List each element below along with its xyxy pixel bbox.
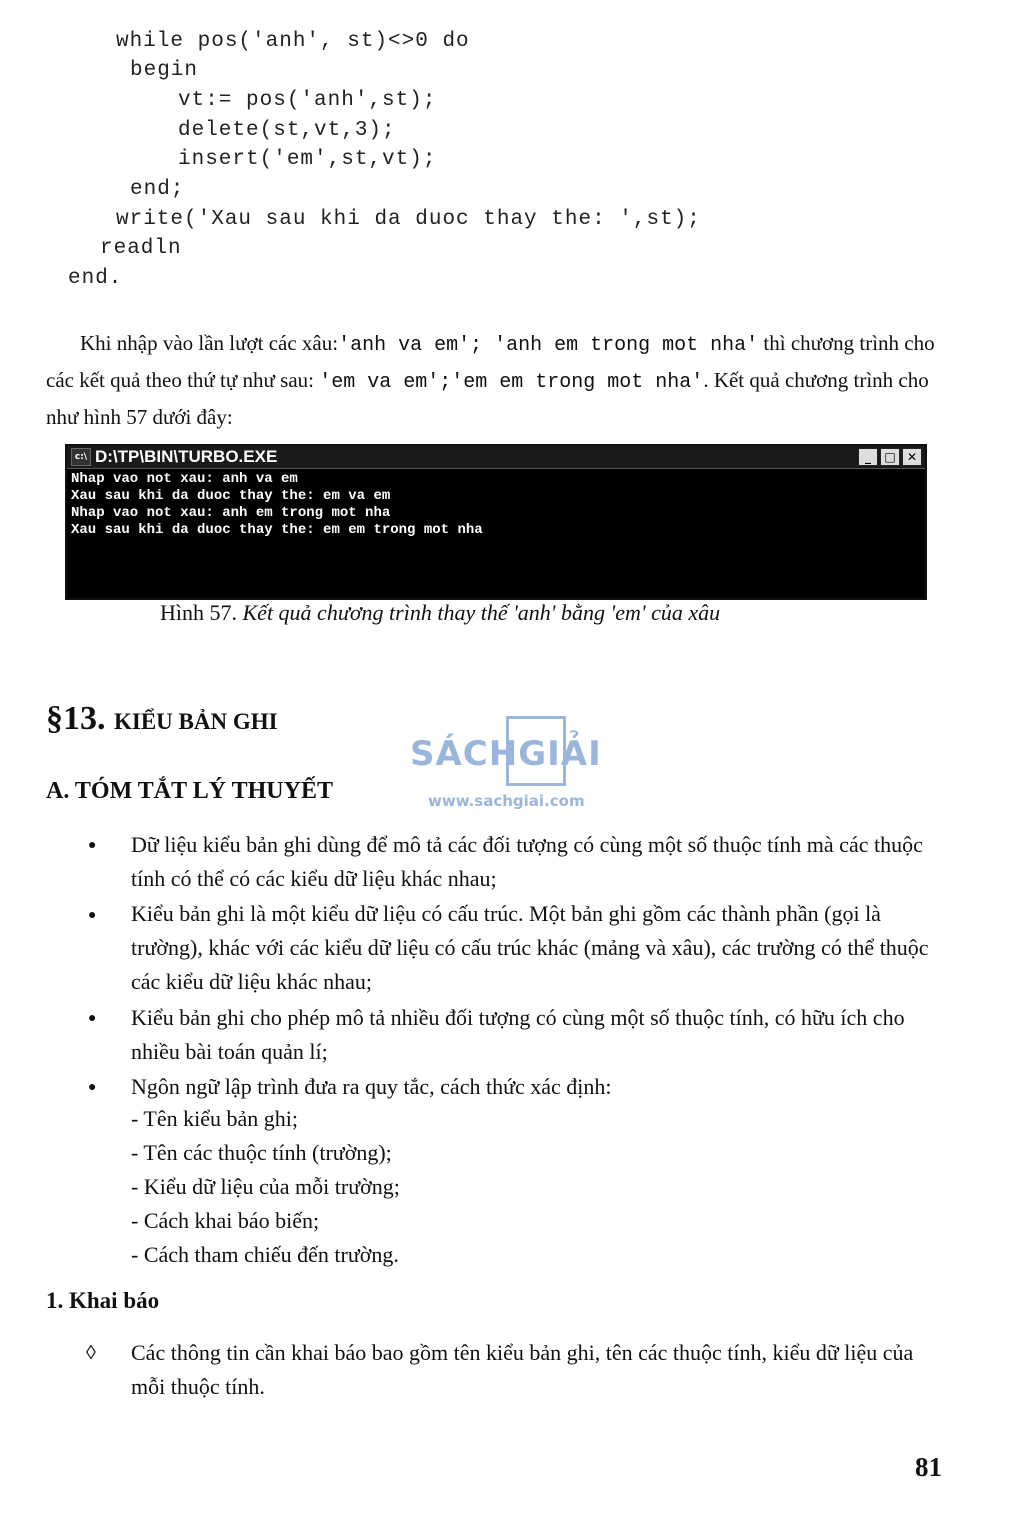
section-title: KIỂU BẢN GHI (114, 709, 278, 734)
console-titlebar (67, 446, 925, 469)
console-output (67, 469, 925, 541)
bullet-dot-icon: ● (88, 1080, 97, 1095)
input-strings: 'anh va em'; 'anh em trong mot nha' (338, 334, 759, 357)
bullet-dot-icon: ● (88, 838, 97, 853)
sub-item: - Cách khai báo biến; (131, 1208, 320, 1233)
console-title: D:\TP\BIN\TURBO.EXE (95, 447, 278, 466)
code-line: end. (68, 267, 123, 290)
sub-item: - Cách tham chiếu đến trường. (131, 1242, 399, 1267)
code-line: write('Xau sau khi da duoc thay the: ',st); (116, 208, 701, 231)
sub-item: - Tên các thuộc tính (trường); (131, 1140, 392, 1165)
section-heading (46, 700, 278, 738)
console-line: Xau sau khi da duoc thay the: em em trong mot nha (71, 522, 483, 538)
code-line: begin (130, 59, 199, 82)
intro-paragraph (46, 326, 946, 434)
code-line: while pos('anh', st)<>0 do (116, 30, 470, 53)
minimize-icon[interactable]: _ (858, 448, 878, 466)
maximize-icon[interactable]: □ (880, 448, 900, 466)
console-line: Xau sau khi da duoc thay the: em va em (71, 488, 391, 504)
section-number: §13. (46, 700, 106, 737)
output-strings: 'em va em';'em em trong mot nha' (319, 371, 704, 394)
subsection-heading: 1. Khai báo (46, 1288, 160, 1313)
code-line: end; (130, 178, 185, 201)
sub-item: - Kiểu dữ liệu của mỗi trường; (131, 1174, 400, 1199)
code-line: vt:= pos('anh',st); (178, 89, 437, 112)
console-line: Nhap vao not xau: anh va em (71, 471, 298, 487)
diamond-bullet-icon: ◊ (86, 1342, 96, 1364)
code-line: insert('em',st,vt); (178, 148, 437, 171)
watermark-url: www.sachgiai.com (428, 792, 585, 810)
figure-caption-text: Kết quả chương trình thay thế 'anh' bằng 'em' của xâu (242, 600, 721, 625)
figure-number: Hình 57. (160, 600, 237, 625)
intro-text: Khi nhập vào lần lượt các xâu: (80, 331, 339, 355)
theory-heading: A. TÓM TẮT LÝ THUYẾT (46, 778, 333, 804)
console-app-icon: c:\ (71, 448, 91, 466)
sub-item: - Tên kiểu bản ghi; (131, 1106, 298, 1131)
code-line: delete(st,vt,3); (178, 119, 396, 142)
declare-text: Các thông tin cần khai báo bao gồm tên kiểu bản ghi, tên các thuộc tính, kiểu dữ liệu của mỗi thuộc tính. (131, 1340, 914, 1399)
page-number: 81 (915, 1452, 942, 1482)
watermark-logo (410, 716, 620, 810)
bullet-text: Kiểu bản ghi cho phép mô tả nhiều đối tượng có cùng một số thuộc tính, có hữu ích cho nhiều bài toán quản lí; (131, 1005, 905, 1064)
close-icon[interactable]: ✕ (902, 448, 922, 466)
code-line: readln (100, 237, 182, 260)
console-window (65, 444, 927, 600)
intro-text: thì chương trình cho các kết quả theo thứ tự như sau: (46, 331, 935, 392)
bullet-text: Kiểu bản ghi là một kiểu dữ liệu có cấu trúc. Một bản ghi gồm các thành phần (gọi là trường), khác với các kiểu dữ liệu có cấu trúc khác (mảng và xâu), các trường có thể thuộc các kiểu dữ liệu khác nhau; (131, 901, 929, 994)
figure-caption (160, 600, 720, 626)
console-line: Nhap vao not xau: anh em trong mot nha (71, 505, 391, 521)
bullet-text: Dữ liệu kiểu bản ghi dùng để mô tả các đối tượng có cùng một số thuộc tính mà các thuộc tính có thể có các kiểu dữ liệu khác nhau; (131, 832, 923, 891)
bullet-dot-icon: ● (88, 908, 97, 923)
bullet-text: Ngôn ngữ lập trình đưa ra quy tắc, cách thức xác định: (131, 1074, 612, 1099)
intro-text: . Kết quả chương trình cho như hình 57 dưới đây: (46, 368, 929, 429)
watermark-name: SÁCHGIẢI (410, 734, 602, 774)
bullet-dot-icon: ● (88, 1011, 97, 1026)
